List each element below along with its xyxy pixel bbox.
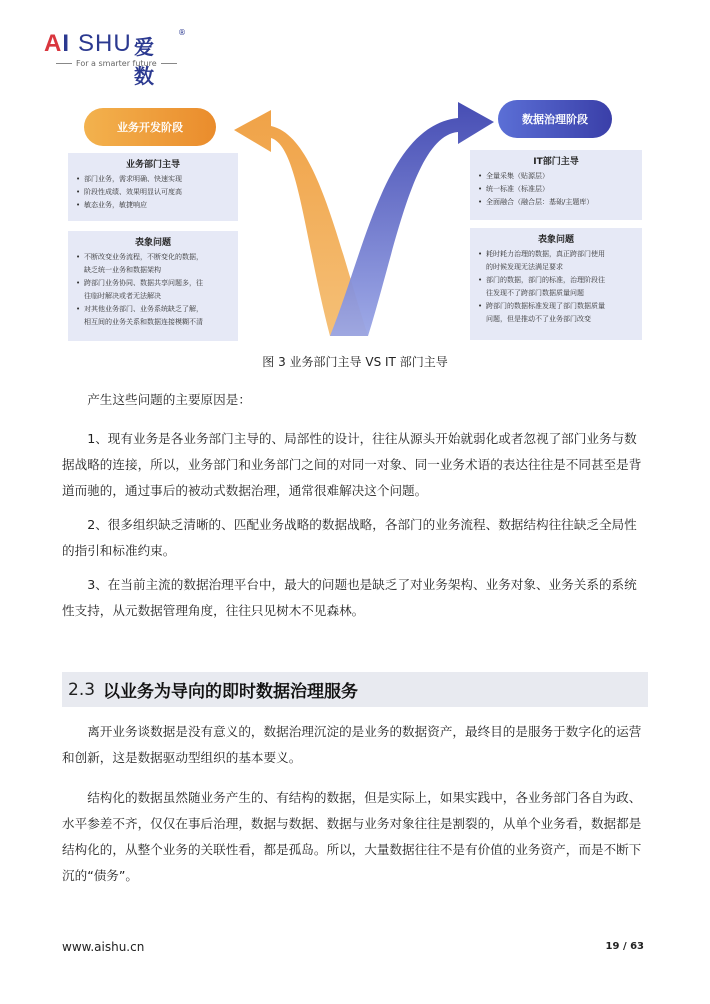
paragraph: 1、现有业务是各业务部门主导的、局部性的设计，往往从源头开始就弱化或者忽视了部门业务与数据战略的连接，所以，业务部门和业务部门之间的对同一对象、同一业务术语的表达往往是不同甚至是背道而驰的，通过事后的被动式数据治理，通常很难解决这个问题。 xyxy=(62,431,642,498)
data-governance-stage-pill: 数据治理阶段 xyxy=(498,100,612,138)
section-heading xyxy=(62,672,648,707)
logo-registered-mark: ® xyxy=(178,28,186,37)
list-item: • 全面融合（融合层：基础/主题库） xyxy=(486,196,636,209)
list-item: • 部门的数据，部门的标准，治理阶段往 xyxy=(486,274,636,287)
section-number: 2.3 xyxy=(68,679,96,700)
box-title: IT部门主导 xyxy=(533,157,579,167)
logo-ai-mark: AI xyxy=(44,30,71,57)
it-issues-box xyxy=(470,228,642,340)
paragraph: 2、很多组织缺乏清晰的、匹配业务战略的数据战略，各部门的业务流程、数据结构往往缺乏全局性的指引和标准约束。 xyxy=(62,517,637,558)
paragraph: 结构化的数据虽然随业务产生的、有结构的数据，但是实际上，如果实践中，各业务部门各自为政、水平参差不齐，仅仅在事后治理，数据与数据、数据与业务对象往往是割裂的，从单个业务看，数据都是结构化的，从整个业务的关联性看，都是孤岛。所以，大量数据往往不是有价值的业务资产，而是不断下沉的“债务”。 xyxy=(62,790,642,883)
list-item: • 跨部门业务协同、数据共享问题多，往 xyxy=(84,277,232,290)
page-number: 19 / 63 xyxy=(605,941,644,952)
business-dev-stage-pill: 业务开发阶段 xyxy=(84,108,216,146)
list-item-continued: 相互间的业务关系和数据连接模糊不清 xyxy=(84,318,203,326)
list-item: • 阶段性成绩、效果明显认可度高 xyxy=(84,186,232,199)
box-title: 业务部门主导 xyxy=(125,160,180,170)
list-item: • 对其他业务部门、业务系统缺乏了解， xyxy=(84,303,232,316)
box-title: 表象问题 xyxy=(537,235,574,245)
footer-url: www.aishu.cn xyxy=(62,940,145,954)
business-led-box xyxy=(68,153,238,221)
box-title: 表象问题 xyxy=(134,238,171,248)
list-item: • 不断改变业务流程，不断变化的数据， xyxy=(84,251,232,264)
list-item: • 全量采集（贴源层） xyxy=(486,170,636,183)
paragraph: 产生这些问题的主要原因是： xyxy=(87,392,251,407)
list-item: • 跨部门的数据标准发现了部门数据质量 xyxy=(486,300,636,313)
paragraph: 离开业务谈数据是没有意义的，数据治理沉淀的是业务的数据资产，最终目的是服务于数字化的运营和创新，这是数据驱动型组织的基本要义。 xyxy=(62,724,642,765)
logo-tagline: For a smarter future xyxy=(52,59,181,68)
figure-caption: 图 3 业务部门主导 VS IT 部门主导 xyxy=(262,355,448,369)
list-item-continued: 往临时解决或者无法解决 xyxy=(84,292,161,300)
list-item-continued: 的时候发现无法满足要求 xyxy=(486,263,563,271)
list-item: • 敏态业务，敏捷响应 xyxy=(84,199,232,212)
list-item-continued: 往发现不了跨部门数据质量问题 xyxy=(486,289,584,297)
paragraph: 3、在当前主流的数据治理平台中，最大的问题也是缺乏了对业务架构、业务对象、业务关系的系统性支持，从元数据管理角度，往往只见树木不见森林。 xyxy=(62,577,637,618)
it-led-box xyxy=(470,150,642,220)
list-item: • 部门业务，需求明确、快速实现 xyxy=(84,173,232,186)
list-item: • 耗时耗力治理的数据，真正跨部门使用 xyxy=(486,248,636,261)
section-title: 以业务为导向的即时数据治理服务 xyxy=(103,682,359,702)
list-item-continued: 缺乏统一业务和数据架构 xyxy=(84,266,161,274)
list-item: • 统一标准（标准层） xyxy=(486,183,636,196)
list-item-continued: 问题，但是推动不了业务部门改变 xyxy=(486,315,591,323)
business-issues-box xyxy=(68,231,238,341)
governance-figure xyxy=(66,96,644,344)
logo-shu-text: SHU xyxy=(78,30,132,57)
logo-chinese-text: 爱数 xyxy=(134,35,154,88)
